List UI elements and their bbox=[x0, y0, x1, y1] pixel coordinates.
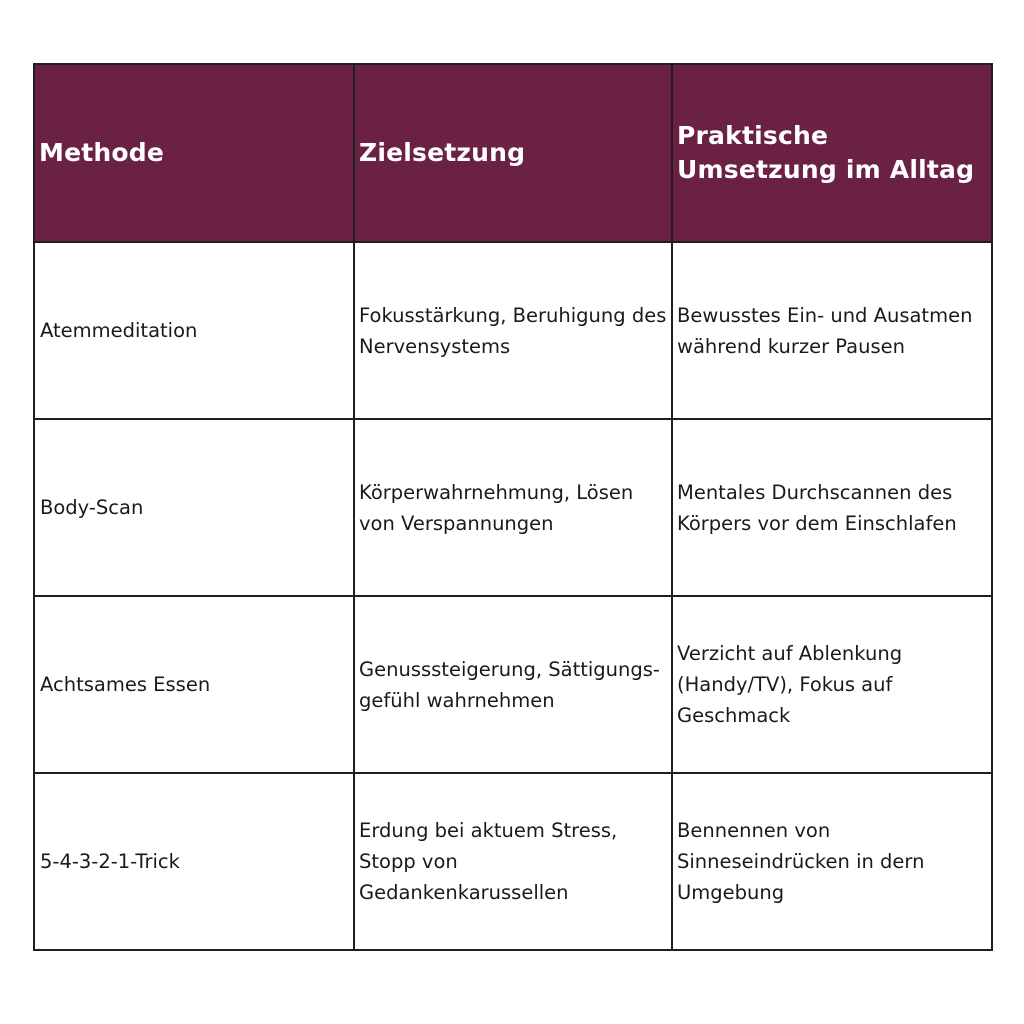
cell-zielsetzung: Erdung bei aktuem Stress, Stopp von Gedankenkarussellen bbox=[354, 773, 672, 950]
table-row bbox=[34, 773, 992, 950]
cell-umsetzung: Verzicht auf Ablenkung (Handy/TV), Fokus auf Geschmack bbox=[672, 596, 992, 773]
table-row bbox=[34, 596, 992, 773]
header-methode: Methode bbox=[34, 64, 354, 242]
methods-table bbox=[33, 63, 993, 951]
header-row bbox=[34, 64, 992, 242]
cell-methode: Achtsames Essen bbox=[34, 596, 354, 773]
table-body bbox=[34, 242, 992, 950]
table-row bbox=[34, 242, 992, 419]
cell-umsetzung: Mentales Durchscannen des Körpers vor dem Einschlafen bbox=[672, 419, 992, 596]
header-umsetzung: Praktische Umsetzung im Alltag bbox=[672, 64, 992, 242]
cell-zielsetzung: Genusssteigerung, Sättigungs-gefühl wahrnehmen bbox=[354, 596, 672, 773]
cell-umsetzung: Bewusstes Ein- und Ausatmen während kurzer Pausen bbox=[672, 242, 992, 419]
header-zielsetzung: Zielsetzung bbox=[354, 64, 672, 242]
cell-methode: Body-Scan bbox=[34, 419, 354, 596]
cell-zielsetzung: Fokusstärkung, Beruhigung des Nervensystems bbox=[354, 242, 672, 419]
cell-methode: Atemmeditation bbox=[34, 242, 354, 419]
table-row bbox=[34, 419, 992, 596]
table-header bbox=[34, 64, 992, 242]
cell-umsetzung: Bennennen von Sinneseindrücken in dern Umgebung bbox=[672, 773, 992, 950]
cell-methode: 5-4-3-2-1-Trick bbox=[34, 773, 354, 950]
cell-zielsetzung: Körperwahrnehmung, Lösen von Verspannungen bbox=[354, 419, 672, 596]
